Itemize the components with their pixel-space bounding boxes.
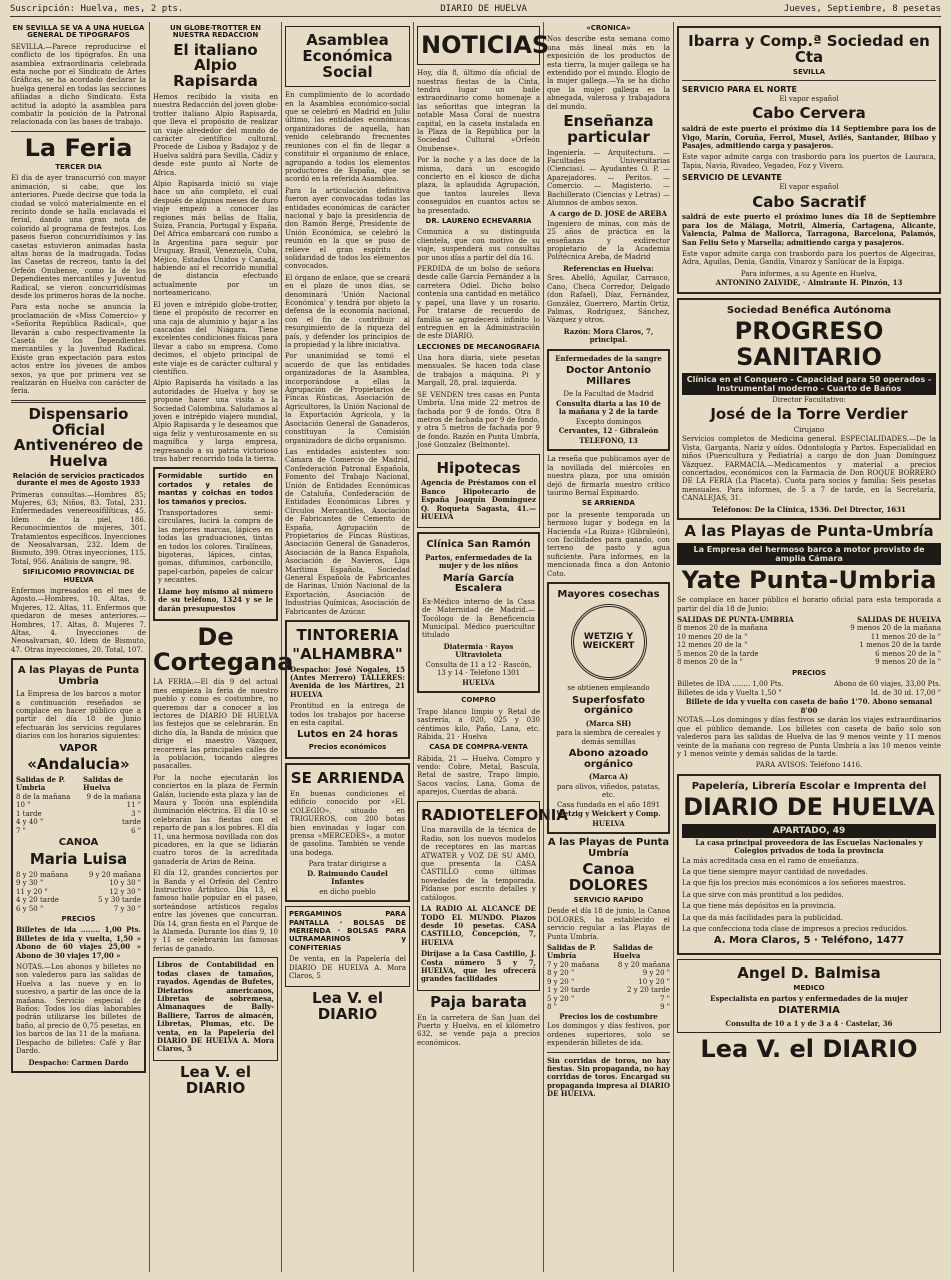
schedule-row <box>16 810 141 819</box>
headline-dr-laureno: DR. LAURENO ECHEVARRIA <box>425 217 532 226</box>
alpio-text-3: El joven e intrépido globe-trotter, tiene el propósito de recorrer en una caja de aluminio y bajar a las cascadas del Niágara. Tiene excelentes condiciones físicas para llevar a cabo su empresa. Como decimos, el objeto principal de este viaje es de carácter cultural y científico. <box>153 300 278 376</box>
progreso-text: Servicios completos de Medicina general. ESPECIALIDADES.—De la Vista, Garganta, Nariz y oídos. Odontología y Partos. Especialidad en niños (Puericultura y Pediatría) a cargo de don Juan Domínguez Vázquez. FARMACIA.—Medicamentos y material a precios concertados, económicos con la Farmacia de Don ROQUE BORRERO DE LA FERIA (La Placeta). Cuota para socios y familia: Seis pesetas mensuales. Para informes, de 5 a 7 de tarde, en la Secretaría, CANALEJAS, 31. <box>682 435 936 503</box>
progreso-director-label: Director Facultativo: <box>772 395 846 404</box>
yate-text: Se complace en hacer público el horario oficial para esta temporada a partir del día 18 de Junio: <box>677 596 941 613</box>
alpio-text-4: Alpio Rapisarda ha visitado a las autoridades de Huelva y hoy se propone hacer una visita a la Sociedad Colombina. Saludamos al joven e intrépido viajero mundial, Alpio Rapisarda y le deseamos que siga feliz y venturosamente en su magnífica y larga empresa, regresando a su patria victorioso tras haber recorrido toda la tierra. <box>153 379 278 463</box>
clinica-specialty: Partos, enfermedades de la mujer y de los niños <box>425 552 532 571</box>
time-cell: 4 y 20 tarde <box>16 896 59 905</box>
papeleria-list-item: La que tiene más depósitos en la provincia. <box>682 902 836 911</box>
asamblea-text-2: Para la articulación definitiva fueron ayer convocadas todas las entidades económicas de carácter nacional y bajo la presidencia de don Ramón Bergé, Presidente de Unión Económica, se celebró la reunión en la que se puso de relieve el gran espíritu de solidaridad de todos los elementos convocados. <box>285 186 410 271</box>
schedule-row <box>547 995 670 1004</box>
schedule-row <box>16 896 141 905</box>
notas-text: NOTAS.—Los abonos y billetes no son valederos para las salidas de Huelva a las nueve y en lo sucesivo, a partir de las once de la mañana. Servicio especial de Baños: Todos los días laborables podrán utilizarse los billetes de baño, al precio de 0,75 pesetas, en los barcos de las 11 de la mañana. Despacho de billetes: Café y Bar Dardo. <box>16 963 141 1056</box>
ad-progreso-sanitario <box>677 298 941 520</box>
superfosfato-use: para la siembra de cereales y demás semillas <box>556 729 661 746</box>
asamblea-text-1: En cumplimiento de lo acordado en la Asamblea económico-social que se celebró en Madrid en Julio último, las entidades económicas organizadoras de aquella, han venido celebrando frecuentes reuniones con el fin de llegar a constituir el organismo de enlace, agrupando a todos los elementos productores de España, que se acordó en la referida Asamblea. <box>285 91 410 184</box>
cabo-sacratif-text: saldrá de este puerto el próximo lunes día 18 de Septiembre para los de Málaga, Motril, Almería, Cartagena, Alicante, Valencia, Palma de Mallorca, Tarragona, Barcelona, Palamós, San Feliu Seto y Marsella; admitiendo carga y pasajeros. <box>682 212 936 247</box>
clinica-title: Clínica San Ramón <box>426 539 531 551</box>
cosechas-text: se obtienen empleando <box>567 684 650 693</box>
yate-empresa-banner: La Empresa del hermoso barco a motor provisto de amplia Cámara <box>677 543 941 565</box>
wetzig-seal-icon <box>571 604 647 680</box>
noticias-title-box <box>417 26 550 65</box>
yate-playas-title: A las Playas de Punta-Umbría <box>684 522 934 541</box>
clinica-consulta: Consulta de 11 a 12 · Rascón, 13 y 14 · Teléfono 1301 <box>425 660 532 678</box>
alpio-text-2: Alpio Rapisarda inició su viaje hace un año completo, el cual después de algunos meses de duro viaje empezó a conocer las regiones más bellas de Italia, Suiza, Francia, Portugal y España. Del Africa embarcará con rumbo a la Argentina para seguir por Uruguay, Brasil, Venezuela, Cuba, Méjico, Estados Unidos y Canadá, habiendo así el recorrido mundial de distancia efectuado actualmente por un norteamericano. <box>153 180 278 298</box>
column-6 <box>674 22 944 1272</box>
radiotelefonia-text: Una maravilla de la técnica de Radio, son los nuevos modelos de receptores en las marcas ATWATER y VOZ DE SU AMO, que presenta la CASA CASTILLO como últimas novedades de la temporada. Pídanse por escrito detalles y catálogos. <box>421 826 536 902</box>
precios-text: Billetes de ida ........ 1,00 Pts. Billetes de ida y vuelta, 1,50 » Abono de 60 viajes 25,00 » Abono de 30 viajes 17,00 » <box>16 925 141 960</box>
cabo-cervera-text-2: Este vapor admite carga con trasbordo para los puertos de Lauraca, Tapia, Navia, Rivadeo, Vegadeo, Foz y Vivero. <box>682 153 936 170</box>
ad-andalucia-name: «Andalucia» <box>27 755 130 774</box>
millares-address: Cervantes, 12 · Gibraleón <box>558 426 659 436</box>
seal-text: WETZIG Y WEICKERT <box>582 631 635 652</box>
abono-title: Abono azoado orgánico <box>568 748 649 770</box>
balmisa-specialty: Especialista en partos y enfermedades de la mujer <box>710 993 908 1003</box>
tintoreria-lutos: Lutos en 24 horas <box>297 729 398 741</box>
asamblea-text-3: El órgano de enlace, que se creará en el plazo de unos días, se denominará 'Unión Nacional Económica' y tendrá por objeto la defensa de la economía nacional, con el fin de contribuir al resurgimiento de la riqueza del país, y defender los principios de la propiedad y la libre iniciativa. <box>285 273 410 350</box>
time-cell: 1 menos 20 de la tarde <box>859 641 941 650</box>
schedule-row <box>16 871 141 880</box>
schedule-row <box>16 827 141 836</box>
referencias-title: Referencias en Huelva: <box>563 263 654 273</box>
schedule-header-pu: Salidas de P. Umbría <box>547 942 597 961</box>
time-cell: 9 y 20 " <box>642 969 670 978</box>
dispensario-text: Primeras consultas.—Hombres 85; Mujeres, 63; Niños, 83. Total, 231. Enfermedades venereosifilíticas, 45. Idem de la piel, 186. Reconocimientos de mujeres, 301. Tratamientos específicos. Inyecciones de Neosalvarsan, 232. Idem de Bismuto, 399. Otras inyecciones, 115. Total, 956. Análisis de sangre, 98. <box>11 490 146 566</box>
balmisa-diatermia: DIATERMIA <box>778 1005 840 1017</box>
header-masthead: DIARIO DE HUELVA <box>440 4 527 14</box>
balmisa-medico: MEDICO <box>793 983 825 992</box>
time-cell: 8 menos 20 de la " <box>677 658 743 667</box>
time-cell: 5 y 30 tarde <box>98 896 141 905</box>
dr-laureno-text: Comunica a su distinguida clientela, que con motivo de su viaje, suspenderá sus consultas por unos días a partir del día 16. <box>417 228 540 262</box>
balmisa-name: Angel D. Balmisa <box>737 963 881 982</box>
tintoreria-address: Despacho: José Nogales, 15 (Antes Merrero) TALLERES: Avenida de los Mártires, 21 HUELVA <box>290 664 405 699</box>
ensenanza-text: Ingeniería. — Arquitectura. — Facultades Universitarias (Ciencias). — Ayudantes O. P. — Aparejadores. — Peritos. — Comercio. — Magisterio. — Bachillerato (Ciencias y Letras) — Alumnos de ambos sexos. <box>547 148 670 207</box>
casa-compra-venta-title: CASA DE COMPRA-VENTA <box>429 743 528 752</box>
schedule-row <box>547 1003 670 1012</box>
papeleria-list-item: La que da más facilidades para la publicidad. <box>682 913 843 922</box>
yate-precio-caseta: Billete de ida y vuelta con caseta de baño 1'70. Abono semanal 8'00 <box>685 697 933 715</box>
schedule-header-hu: SALIDAS DE HUELVA <box>857 614 941 624</box>
cabo-sacratif-name: Cabo Sacratif <box>752 192 866 211</box>
canoa-dolores-text: Desde el día 18 de junio, la Canoa DOLORES, ha establecido el servicio regular a las Playas de Punta Umbría. <box>547 907 670 941</box>
clinica-text: Ex-Médico interno de la Casa de Maternidad de Madrid.—Tocólogo de la Beneficencia Municipal. Médico puericultor titulado <box>422 597 535 640</box>
headline-dispensario: Dispensario Oficial Antivenéreo de Huelva <box>13 404 144 471</box>
time-cell: 7 " <box>660 994 670 1003</box>
canoa-dolores-title: Canoa DOLORES <box>568 860 649 895</box>
alpio-text-1: Hemos recibido la visita en nuestra Redacción del joven globe-trotter italiano Alpio Rapisarda, que lleva el propósito de realizar un viaje alrededor del mundo de carácter científico cultural. Procede de Lisboa y Badajoz y de Huelva saldrá para Sevilla, Cádiz y desde este punto al Norte de Africa. <box>153 92 278 177</box>
ad-ibarra <box>677 26 941 294</box>
price-cell: Billetes de ida y Vuelta 1,50 " <box>677 688 782 697</box>
ad-se-arrienda-trigueros <box>285 763 410 902</box>
schedule-row <box>547 978 670 987</box>
time-cell: 7 y 30 " <box>113 904 141 913</box>
header-subscription: Suscripción: Huelva, mes, 2 pts. <box>10 4 184 14</box>
ibarra-title: Ibarra y Comp.ª Sociedad en Cta <box>688 32 930 66</box>
ad-tintoreria <box>285 620 410 759</box>
divider <box>11 131 146 132</box>
ad-surtido-text: Transportadores semi-circulares, lucirá la compra de las mejores marcas, lápices en todas las graduaciones, tintas en todos los colores. Tiralíneas, bigoteras, lápices, cintas, gomas, difuminos, carboncillo, papel-carbón, papeles de calcar y secantes. <box>158 509 273 585</box>
time-cell: 12 y 30 " <box>109 887 141 896</box>
cabo-cervera-text: saldrá de este puerto el próximo día 14 Septiembre para los de Vigo, Marín, Coruña, Ferrol, Musel, Avilés, Santander, Bilbao y Pasajes, admitiendo carga y pasajeros. <box>682 124 936 150</box>
time-cell: 1 y 20 tarde <box>547 986 590 995</box>
ibarra-agente: ANTONINO ZALVIDE, · Almirante H. Pinzón, 13 <box>715 278 903 288</box>
superfosfato-marca: (Marca SH) <box>585 718 632 728</box>
cabo-cervera-name: Cabo Cervera <box>752 104 866 123</box>
areba-title: A cargo de D. JOSE de AREBA <box>550 209 667 219</box>
toros-text: Sin corridas de toros, no hay fiestas. Sin propaganda, no hay corridas de toros. Encargad su propaganda impresa al DIARIO DE HUELVA. <box>547 1055 670 1099</box>
ad-surtido-tel: Llame hoy mismo al número de su teléfono, 1324 y se le darán presupuestos <box>158 586 273 613</box>
schedule-header <box>16 776 141 793</box>
papeleria-name: DIARIO DE HUELVA <box>683 793 935 822</box>
schedule-row <box>677 658 941 667</box>
asamblea-title-box <box>285 26 410 87</box>
papeleria-list-item: La que sirve con más prontitud a los pedidos. <box>682 890 844 899</box>
time-cell: 11 y 20 " <box>16 887 48 896</box>
divider <box>11 400 146 403</box>
schedule-header <box>677 616 941 625</box>
schedule-row <box>677 641 941 650</box>
tintoreria-text: Prontitud en la entrega de todos los trabajos por hacerse en esta capital. <box>290 702 405 727</box>
schedule-row <box>547 986 670 995</box>
price-row <box>677 680 941 689</box>
time-cell: 9 y 20 " <box>547 977 575 986</box>
ibarra-levante: SERVICIO DE LEVANTE <box>682 173 782 183</box>
time-cell: 8 y 20 mañana <box>617 960 670 969</box>
progreso-director-name: José de la Torre Verdier <box>710 405 908 424</box>
hipotecas-text: Agencia de Préstamos con el Banco Hipotecario de España Joaquín Domínguez Q. Roqueta Sagasta, 41.—HUELVA <box>421 478 536 521</box>
pergaminos-title: PERGAMINOS PARA PANTALLA · BOLSAS DE MERIENDA · BOLSAS PARA ULTRAMARINOS y CONFITERIAS <box>289 910 406 952</box>
schedule-row <box>677 624 941 633</box>
time-cell: 4 y 40 " <box>16 818 44 827</box>
schedule-row <box>547 961 670 970</box>
arrienda-contact-label: Para tratar dirigirse a <box>308 860 387 869</box>
schedule-row <box>677 650 941 659</box>
header-date: Jueves, Septiembre, 8 pesetas <box>783 4 941 14</box>
cortegana-text-2: Por la noche ejecutarán los conciertos en la plaza de Fermín Galán, luciendo esta plaza y las de Maura y Tocón una espléndida iluminación eléctrica. El día 10 se celebrarán las fiestas con el reparto de pan a los pobres. El día 11, una hermosa novillada con dos picadores, en la que se lidiarán cuatro toros de la acreditada ganadería de Arias de Reina. <box>153 773 278 866</box>
resena-text: La reseña que publicamos ayer de la novillada del miércoles en nuestra plaza, por una omisión dejó de firmarla nuestro crítico taurino Bernal Espinardo. <box>547 455 670 497</box>
schedule-header <box>547 944 670 961</box>
millares-name: Doctor Antonio Millares <box>565 365 652 387</box>
subhead-dispensario: Relación de servicios practicados durante el mes de Agosto 1933 <box>12 471 145 488</box>
time-cell: 7 " <box>16 826 26 835</box>
time-cell: 8 de la mañana <box>16 792 71 801</box>
price-cell: Id. de 30 id. 17,00 " <box>870 688 941 697</box>
ad-andalucia-maria-luisa <box>11 658 146 1073</box>
yate-notas: NOTAS.—Los domingos y días festivos se darán los viajes extraordinarios que el público demande. Los billetes con caseta de baño solo son valederos para las salidas de Huelva de las 9 menos veinte y 11 menos veinte de la mañana con regreso de Punta Umbría a las 10 menos veinte y 1 menos veinte y demás salidas de la tarde. <box>677 716 941 758</box>
cronica-text: Nos describe esta semana como una más lineal más en la exposición de los productos de esta tierra, la mujer gallega se ha extendido por el mundo. Elogio de la mujer gallega.—Ya se ha dicho que la mujer gallega es la abnegada, valerosa y trabajadora del mundo. <box>547 35 670 111</box>
time-cell: 10 menos 20 de la " <box>677 632 748 641</box>
ad-playas-title: A las Playas de Punta Umbria <box>17 665 140 687</box>
papeleria-address: A. Mora Claros, 5 · Teléfono, 1477 <box>713 935 905 947</box>
headline-lecciones: LECCIONES DE MECANOGRAFIA <box>417 342 540 351</box>
arrienda-ruiza-title: SE ARRIENDA <box>582 499 635 508</box>
ad-clinica-san-ramon <box>417 532 540 693</box>
time-cell: 2 y 20 tarde <box>627 986 670 995</box>
time-cell: 9 de la mañana <box>86 792 141 801</box>
ad-playas-text: La Empresa de los barcos a motor a continuación reseñados se complace en hacer público que a partir del día 18 de Junio efectuarán los servicios regulares diarios con los horarios siguientes: <box>16 690 141 741</box>
paja-barata-text: En la carretera de San Juan del Puerto y Huelva, en el kilómetro 632, se vende paja a precios económicos. <box>417 1013 540 1047</box>
ad-papeleria-diario <box>677 774 941 955</box>
schedule-row <box>16 879 141 888</box>
cortegana-text-3: El día 12, grandes conciertos por la Banda y el Orfeón del Centro Instructivo Artístico. Día 13, el famoso baile popular en el paseo, sorteándose artísticos regalos entre las jóvenes que concurran. Día 14, gran fiesta en el Parque de la Alameda. Durante los días 9, 10 y 11 se celebrarán las famosas ferias de ganado. <box>153 869 278 953</box>
time-cell: 8 y 20 " <box>547 969 575 978</box>
canoa-dolores-subtitle: SERVICIO RAPIDO <box>573 895 644 904</box>
schedule-header-pu: SALIDAS DE PUNTA-UMBRIA <box>677 614 794 624</box>
papeleria-list-item: La que fija los precios más económicos a los señores maestros. <box>682 879 906 888</box>
arrienda-text: En buenas condiciones el edificio conocido por «EL COLEGIO», situado en TRIGUEROS, con 200 botas bien envinadas y lugar con prensa «MERCEDES», a motor de gasolina. También se vende una bodega. <box>290 789 405 857</box>
ad-mayores-cosechas <box>547 582 670 835</box>
headline-globe-trotter: UN GLOBE-TROTTER EN NUESTRA REDACCION <box>170 24 261 40</box>
progreso-clinica-banner: Clínica en el Conquero - Capacidad para 50 operados - Instrumental moderno - Cuarto de Baños <box>682 373 936 395</box>
headline-asamblea: Asamblea Económica Social <box>302 31 393 81</box>
article-feria-text-2: Para esta noche se anuncia la proclamación de «Miss Comercio» y «Señorita República Radical», que llevarán a cabo respectivamente la Casetá de los Dependientes mercantiles y la Juventud Radical. Existe gran expectación para estos actos entre los jóvenes de ambos sexos, ya que por primera vez se realizarán en Huelva con carácter de feria. <box>11 303 146 396</box>
time-cell: 6 y 50 " <box>16 904 44 913</box>
headline-cortegana: De Cortegana <box>153 622 294 677</box>
headline-noticias: NOTICIAS <box>421 31 550 59</box>
article-feria-text-1: El dia de ayer transcurrió con mayor animación, si cabe, que los anteriores. Puede decirse que toda la ciudad se volcó materialmente en el recinto donde se halla enclavada el ferial, dando una gran nota de colorido al programa de festejos. Los paseos fueron concurridísimos y las casetas estuvieron animadas hasta altas horas de la madrugada. Todas las Casetas de recreos, tanto la del Orfeón Onubense, como la de los Dependientes mercantiles y Juventud Radical, se vieron concurridísimas desde los primeros horas de la noche. <box>11 174 146 300</box>
ibarra-levante-vapor: El vapor español <box>779 183 839 192</box>
millares-specialty: Enfermedades de la sangre <box>555 353 662 363</box>
radiotelefonia-title: RADIOTELEFONIA <box>421 805 568 824</box>
cosechas-title: Mayores cosechas <box>557 588 660 600</box>
ad-libros-text: Libros de Contabilidad en todas clases de tamaños, rayados. Agendas de Bufetes, Dietarios americanos, Libretas de sobremesa, Almanaques de Bally-Balliere, Tarros de almacén, Libretas, Plumas, etc. De venta, en la Papelería del DIARIO DE HUELVA A. Mora Claros, 5 <box>157 960 274 1054</box>
time-cell: 10 y 20 " <box>638 977 670 986</box>
time-cell: 8 menos 20 de la mañana <box>677 624 768 633</box>
superfosfato-title: Superfosfato orgánico <box>571 694 646 717</box>
time-cell: 10 " <box>16 801 31 810</box>
canoa-precios: Precios los de costumbre <box>559 1011 658 1021</box>
cabo-sacratif-text-2: Este vapor admite carga con trasbordo para los puertos de Algeciras, Adra, Aguilas, Denia, Gandía, Vinaroz y Sanlúcar de la Espiga. <box>682 250 936 267</box>
subhead-tercer-dia: TERCER DIA <box>55 162 102 171</box>
ad-surtido-title: Formidable surtido en cortados y retales de mantas y colchas en todos los tamaños y precios. <box>158 472 273 506</box>
lea-el-diario: Lea V. el DIARIO <box>700 1035 918 1064</box>
tintoreria-name: "ALHAMBRA" <box>292 644 403 663</box>
headline-sevilla: EN SEVILLA SE VA A UNA HUELGA GENERAL DE TIPOGRAFOS <box>12 24 145 40</box>
ad-libros <box>153 957 278 1060</box>
yate-precios-label: PRECIOS <box>791 668 827 677</box>
divider <box>547 1052 670 1053</box>
papeleria-title: Papelería, Librería Escolar e Imprenta del <box>691 780 927 792</box>
papeleria-list-item: La que tiene siempre mayor cantidad de novedades. <box>682 867 868 876</box>
time-cell: tarde <box>122 818 141 827</box>
ad-canoa-label: CANOA <box>58 837 99 849</box>
asamblea-text-5: Las entidades asistentes son: Cámara de Comercio de Madrid, Confederación Patronal Española, Fomento del Trabajo Nacional, Unión de Entidades Económicas de Cataluña, Confederación de Entidades Económicas Libres y Círculos Mercantiles, Asociación de Fabricantes de Cemento de España, Agrupación de Propietarios de Fincas Rústicas, Asociación General de Ganaderos, Asociación de la Banca Española, Asociación de Navieros, Liga Marítima Española, Sociedad General Española de Fabricantes de Harinas, Unión Nacional de la Exportación, Asociación de Industrias Químicas, Asociación de Fabricantes de Azúcar. <box>285 447 410 616</box>
ibarra-city: SEVILLA <box>792 67 826 76</box>
clinica-doctor: María García Escalera <box>442 572 515 595</box>
razon-text: Razón: Mora Claros, 7, principal. <box>563 326 654 345</box>
millares-phone: TELEFONO, 13 <box>579 435 638 445</box>
price-cell: Billetes de IDA ........ 1,00 Pts. <box>677 680 784 689</box>
casa-fundada: Casa fundada en el año 1891 <box>556 800 661 809</box>
cronica-title: «CRONICA» <box>586 24 631 32</box>
column-2 <box>150 22 294 1272</box>
price-row <box>677 689 941 698</box>
se-venden-text: SE VENDEN tres casas en Punta Umbría. Una mide 22 metros de fachada por 9 de fondo. Otra 8 metros de fachada por 9 de fondo, y otra 5 metros de fachada por 9 de fondo. Razón en Punta Umbría, José Gonzalez (Belmonte). <box>417 390 540 450</box>
millares-consulta: Consulta diaria a las 10 de la mañana y 2 de la tarde <box>556 398 661 417</box>
schedule-header-hu: Salidas de Huelva <box>612 942 654 961</box>
cortegana-text-1: LA FERIA.—El día 9 del actual mes empieza la feria de nuestro pueblo y como es costumbre, no queremos dar a conocer a los lectores de DIARIO DE HUELVA los festejos que se celebrarán. En dicho día, la Banda de música que dirige el maestro Vázquez, recorrerá las principales calles de la población, tocando alegres pasacalles. <box>153 678 278 771</box>
abono-use: para olivos, viñedos, patatas, etc. <box>556 782 661 800</box>
time-cell: 11 menos 20 de la " <box>870 632 941 641</box>
schedule-row <box>16 818 141 827</box>
schedule-row <box>16 793 141 802</box>
millares-faculty: De la Facultad de Madrid <box>563 390 654 399</box>
ibarra-norte-vapor: El vapor español <box>779 94 839 103</box>
hipotecas-title: Hipotecas <box>436 458 521 477</box>
time-cell: 8 y 20 mañana <box>16 870 69 879</box>
time-cell: 9 " <box>660 1003 670 1012</box>
ad-pergaminos <box>285 906 410 987</box>
yate-avisos: PARA AVISOS: Teléfono 1416. <box>755 761 863 770</box>
casa-compra-venta-text: Rábida, 21 — Huelva. Compro y vendo: Cobre, Metal, Bascula, Retal de sastre, Trapo limpio, Sacos vacíos, Lana, Goma de aparejos, Cuerdas de abacá. <box>417 754 540 797</box>
time-cell: 6 " <box>131 826 141 835</box>
divider <box>682 80 936 81</box>
ibarra-norte: SERVICIO PARA EL NORTE <box>682 84 798 94</box>
progreso-title: PROGRESO SANITARIO <box>734 317 884 371</box>
arrienda-ruiza-text: por la presente temporada un hermoso lugar y bodega en la Hacienda «La Ruiza» (Gibraleón), con facilidades para ganado, con terreno de pasto y agua suficiente. Para informes, en la mencionada finca a don Antonio Coto. <box>547 510 670 578</box>
arrienda-contact-place: en dicho pueblo <box>319 887 376 896</box>
tintoreria-title: TINTORERIA <box>296 626 399 645</box>
papeleria-list-item: La más acreditada casa en el ramo de enseñanza. <box>682 856 859 865</box>
ad-angel-balmisa <box>677 959 941 1034</box>
abono-marca: (Marca A) <box>588 772 629 782</box>
column-1 <box>8 22 150 1272</box>
column-3 <box>282 22 414 1272</box>
time-cell: 3 " <box>131 809 141 818</box>
ensenanza-title: Enseñanza particular <box>563 112 654 146</box>
lecciones-text: Una hora diaria, siete pesetas mensuales. Se hacen toda clase de trabajos a máquina. Pi y Margall, 28, pral. izquierda. <box>417 354 540 388</box>
headline-la-feria: La Feria <box>24 133 133 162</box>
arrienda-contact-name: D. Raimundo Caudel Infantes <box>307 868 388 887</box>
canoa-playas-title: A las Playas de Punta Umbría <box>547 837 670 859</box>
time-cell: 1 tarde <box>16 809 42 818</box>
yate-name: Yate Punta-Umbria <box>681 565 937 594</box>
schedule-row <box>16 905 141 914</box>
schedule-row <box>16 801 141 810</box>
schedule-row <box>547 969 670 978</box>
precios-label: PRECIOS <box>61 915 96 924</box>
perdida-text: PERDIDA de un bolso de señora desde calle García Fernández a la carretera Odiel. Dicho bolso contenía una cantidad en metálico y papel, una llave y un rosario. Por tratarse de recuerdo de familia se agradecerá infinito lo entreguen en la Administración de este DIARIO. <box>417 265 540 341</box>
time-cell: 10 y 30 " <box>109 879 141 888</box>
schedule-row <box>16 888 141 897</box>
paja-barata-title: Paja barata <box>430 992 527 1011</box>
time-cell: 6 menos 20 de la " <box>875 649 941 658</box>
canoa-precios-text: Los domingos y días festivos, por ordenes superiores, solo se expenderán billetes de ida. <box>547 1022 670 1048</box>
schedule-row <box>677 633 941 642</box>
despacho-text: Despacho: Carmen Dardo <box>28 1057 129 1067</box>
noticias-text-1: Hoy, día 8, último día oficial de nuestras fiestas de la Cinta, tendrá lugar un baile extraordinario como homenaje a las señoritas que integran la notable Masa Coral de nuestra capital, en la caseta instalada en la Plaza de la República por la Sociedad Cultural «Orfeón Onubense». <box>417 69 540 153</box>
ad-vapor-label: VAPOR <box>59 742 98 754</box>
schedule-header-pu: Salidas de P. Umbria <box>16 774 66 793</box>
ad-maria-luisa-name: Maria Luisa <box>29 849 128 868</box>
page-header-strip <box>10 2 941 17</box>
time-cell: 9 y 30 " <box>16 879 44 888</box>
compro-text: Trapo blanco limpio y Retal de sastrería, a 020, 025 y 030 céntimos kilo, Paño, Lana, etc. Rábida, 21 · Huelva <box>417 707 540 741</box>
radiotelefonia-contact: Diríjase a la Casa Castillo, J. Costa número 5 y 7, HUELVA, que les ofrecerá grandes facilidades <box>421 949 536 984</box>
time-cell: 8 " <box>547 1003 557 1012</box>
tintoreria-precios: Precios económicos <box>308 742 387 751</box>
time-cell: 7 y 20 mañana <box>547 960 600 969</box>
lea-el-diario: Lea V. el DIARIO <box>312 989 383 1024</box>
papeleria-apartado: APARTADO, 49 <box>682 824 936 838</box>
subhead-sifilicomio: SIFILICOMIO PROVINCIAL DE HUELVA <box>22 568 135 584</box>
progreso-phones: Teléfonos: De la Clínica, 1536. Del Director, 1631 <box>712 504 906 514</box>
column-5 <box>544 22 674 1272</box>
papeleria-list-item: La que confecciona toda clase de impresos a precios reducidos. <box>682 924 909 933</box>
ad-surtido <box>153 467 278 621</box>
compro-title: COMPRO <box>461 696 496 705</box>
time-cell: 5 y 20 " <box>547 994 575 1003</box>
schedule-header-hu: Salidas de Huelva <box>83 774 124 793</box>
progreso-subtitle: Sociedad Benéfica Autónoma <box>726 304 892 316</box>
time-cell: 5 menos 20 de la tarde <box>677 649 759 658</box>
asamblea-text-4: Por unanimidad se tomó el acuerdo de que las entidades organizadoras de la Asamblea, incorporándose a ellas la Agrupación de Propietarios de Fincas Rústicas, Asociación de Agricultores, la Unión Nacional de la Exportación Agrícola, y la Asociación General de Ganaderos, constituyan la Comisión organizadora de dicho organismo. <box>285 352 410 445</box>
ad-doctor-millares <box>547 349 670 452</box>
noticias-text-2: Por la noche y a las doce de la misma, dará un escogido concierto en el kiosco de dicha plaza, la aplaudida Agrupación, que tantos laureles lleva conseguidos en cuantos actos se ha presentado. <box>417 156 540 215</box>
referencias-text: Sres. Abelló, Aguilar, Carrasco, Cano, Checa Corredor, Delgado (don Rafael), Díaz, Fernández, González, Guerrero, Martín Ortiz, Palmas, Rodríguez, Sánchez, Vázquez y otros. <box>547 274 670 325</box>
wetzig-city: HUELVA <box>592 818 625 828</box>
balmisa-consulta: Consulta de 10 a 1 y de 3 a 4 · Castelar, 36 <box>725 1018 893 1028</box>
article-sevilla-text: SEVILLA.—Parece reproducirse el conflicto de los tipógrafos. En una asamblea extraordinaria celebrada esta noche por el Sindicato de Artes Gráficas, se ha acordado declarar la huelga general en todas las secciones afiliadas a dicho Sindicato. Esta actitud la adoptó la asamblea para combatir la posición de la Patronal relacionada con las bases de trabajo. <box>11 42 146 127</box>
ibarra-informes: Para informes, a su Agente en Huelva, <box>740 269 878 278</box>
millares-excepto: Excepto domingos <box>575 417 642 426</box>
sifilicomio-text: Enfermos ingresados en el mes de Agosto.—Hombres, 10. Altas, 9. Mujeres, 12. Altas, 11. Enfermos que quedaron de meses anteriores.—Hombres, 17. Altas, 8. Mujeres 7. Altas, 4. Inyecciones de Neosalvarsan, 40. Idem de Bismuto, 47. Otras inyecciones, 20. Total, 107. <box>11 586 146 654</box>
arrienda-title: SE ARRIENDA <box>290 769 405 788</box>
clinica-diatermia: Diatermia · Rayos Ultravioleta <box>443 641 514 660</box>
wetzig-company: Wetzig y Weickert y Comp. <box>556 809 661 819</box>
progreso-cirujano: Cirujano <box>793 425 825 434</box>
ad-hipotecas <box>417 454 540 529</box>
time-cell: 9 menos 20 de la mañana <box>850 624 941 633</box>
time-cell: 9 y 20 mañana <box>88 870 141 879</box>
time-cell: 9 menos 20 de la " <box>875 658 941 667</box>
papeleria-proveedora: La casa principal proveedora de las Escuelas Nacionales y Colegios privados de toda la provincia <box>695 837 923 855</box>
time-cell: 12 menos 20 de la " <box>677 641 748 650</box>
price-cell: Abono de 60 viajes, 33,00 Pts. <box>833 680 941 689</box>
clinica-city: HUELVA <box>462 677 495 687</box>
areba-text: Ingeniero de minas, con más de 25 años de práctica en la enseñanza y exdirector propietario de la Academia Politécnica Areba, de Madrid <box>547 219 670 262</box>
pergaminos-text: De venta, en la Papelería del DIARIO DE HUELVA A. Mora Claros, 5 <box>289 955 406 981</box>
lea-el-diario: Lea V. el DIARIO <box>180 1062 251 1097</box>
radiotelefonia-text-2: LA RADIO AL ALCANCE DE TODO EL MUNDO. Plazos desde 10 pesetas. CASA CASTILLO, Concepción, 7, HUELVA <box>421 904 536 947</box>
time-cell: 11 " <box>126 801 141 810</box>
headline-alpio: El italiano Alpio Rapisarda <box>173 40 258 91</box>
